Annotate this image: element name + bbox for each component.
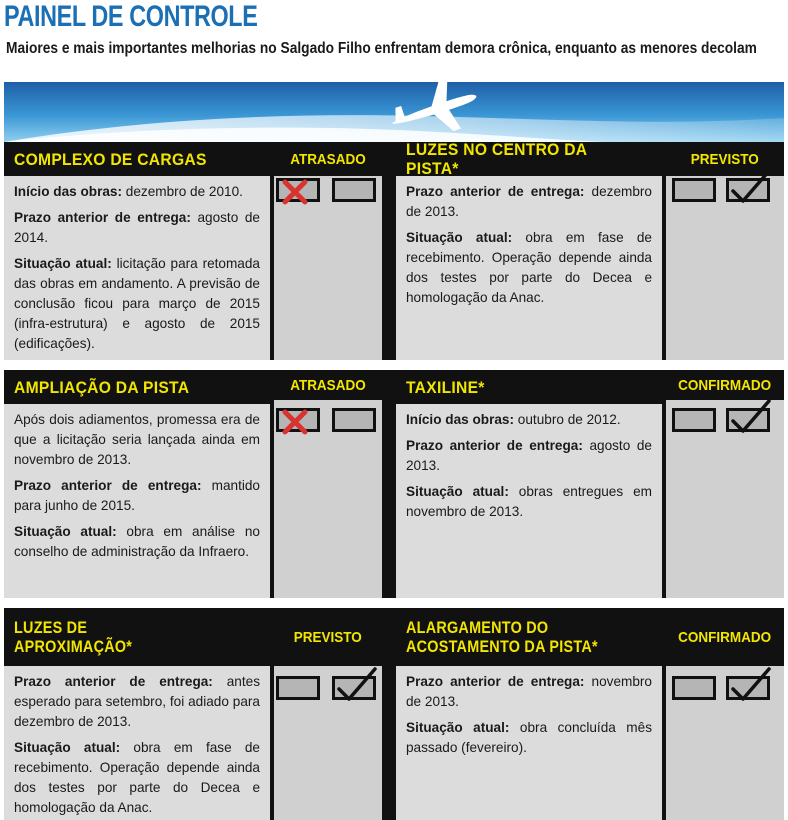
- item-heading: LUZES DE APROXIMAÇÃO*: [4, 608, 270, 666]
- status-box-negative: [276, 676, 320, 700]
- item-paragraph: Início das obras: dezembro de 2010.: [14, 184, 243, 199]
- row-divider: [4, 360, 784, 370]
- status-box-negative: [672, 178, 716, 202]
- item-body: [396, 176, 662, 360]
- item-heading: ALARGAMENTO DO ACOSTAMENTO DA PISTA*: [396, 608, 662, 666]
- item-paragraph: Situação atual: obra em análise no conselho de administração da Infraero.: [14, 524, 260, 559]
- status-grid: [4, 142, 784, 820]
- item-body: [396, 404, 662, 608]
- item-paragraph: Situação atual: obra em fase de recebimento. Operação depende ainda dos testes por parte do Decea e homologação da Anac.: [406, 230, 652, 305]
- item-body: [4, 666, 270, 820]
- x-icon: [276, 406, 320, 434]
- item-heading: LUZES NO CENTRO DA PISTA*: [396, 142, 662, 176]
- item-card: [396, 370, 662, 608]
- page-title: PAINEL DE CONTROLE: [4, 0, 258, 33]
- item-card: [4, 370, 270, 608]
- status-box-positive: [726, 178, 770, 202]
- status-panel: [666, 142, 784, 360]
- status-panel: [274, 608, 382, 820]
- item-paragraph: Prazo anterior de entrega: mantido para junho de 2015.: [14, 478, 260, 513]
- item-paragraph: Situação atual: obra concluída mês passado (fevereiro).: [406, 720, 652, 755]
- item-card: [396, 608, 662, 820]
- status-box-negative: [276, 178, 320, 202]
- status-badge: PREVISTO: [666, 142, 784, 176]
- sky-background: [4, 82, 784, 142]
- item-paragraph: Situação atual: licitação para retomada das obras em andamento. A previsão de conclusão ficou para março de 2015 (infra-estrutura) e agosto de 2015 (edificações).: [14, 256, 260, 351]
- item-paragraph: Prazo anterior de entrega: dezembro de 2013.: [406, 184, 652, 219]
- check-icon: [335, 667, 379, 695]
- status-panel: [666, 370, 784, 608]
- status-box-positive: [726, 676, 770, 700]
- item-card: [4, 608, 270, 820]
- status-badge: CONFIRMADO: [666, 370, 784, 400]
- status-box-negative: [276, 408, 320, 432]
- status-box-positive: [332, 178, 376, 202]
- check-icon: [729, 667, 773, 695]
- status-box-positive: [332, 408, 376, 432]
- item-paragraph: Prazo anterior de entrega: agosto de 2014.: [14, 210, 260, 245]
- status-box-positive: [726, 408, 770, 432]
- status-panel: [666, 608, 784, 820]
- x-icon: [276, 176, 320, 204]
- sky-banner: [4, 82, 784, 142]
- item-heading: AMPLIAÇÃO DA PISTA: [4, 370, 270, 404]
- item-body: [4, 176, 270, 360]
- status-box-negative: [672, 408, 716, 432]
- item-card: [396, 142, 662, 360]
- status-panel: [274, 370, 382, 608]
- status-badge: ATRASADO: [274, 142, 382, 176]
- item-heading: TAXILINE*: [396, 370, 662, 404]
- item-paragraph: Situação atual: obra em fase de recebimento. Operação depende ainda dos testes por parte do Decea e homologação da Anac.: [14, 740, 260, 815]
- item-paragraph: Início das obras: outubro de 2012.: [406, 412, 621, 427]
- page-subtitle: Maiores e mais importantes melhorias no Salgado Filho enfrentam demora crônica, enquanto as menores decolam: [6, 40, 757, 57]
- status-panel: [274, 142, 382, 360]
- item-paragraph: Prazo anterior de entrega: agosto de 2013.: [406, 438, 652, 473]
- status-box-positive: [332, 676, 376, 700]
- check-icon: [729, 399, 773, 427]
- item-card: [4, 142, 270, 360]
- item-paragraph: Situação atual: obras entregues em novembro de 2013.: [406, 484, 652, 519]
- item-paragraph: Prazo anterior de entrega: antes esperado para setembro, foi adiado para dezembro de 2013.: [14, 674, 260, 729]
- status-badge: CONFIRMADO: [666, 608, 784, 666]
- item-body: [396, 666, 662, 820]
- status-badge: PREVISTO: [274, 608, 382, 666]
- item-heading: COMPLEXO DE CARGAS: [4, 142, 270, 176]
- status-box-negative: [672, 676, 716, 700]
- status-badge: ATRASADO: [274, 370, 382, 400]
- check-icon: [729, 169, 773, 197]
- item-paragraph: Prazo anterior de entrega: novembro de 2013.: [406, 674, 652, 709]
- row-divider: [4, 598, 784, 608]
- item-body: [4, 404, 270, 608]
- item-paragraph: Após dois adiamentos, promessa era de que a licitação seria lançada ainda em novembro de 2013.: [14, 412, 260, 467]
